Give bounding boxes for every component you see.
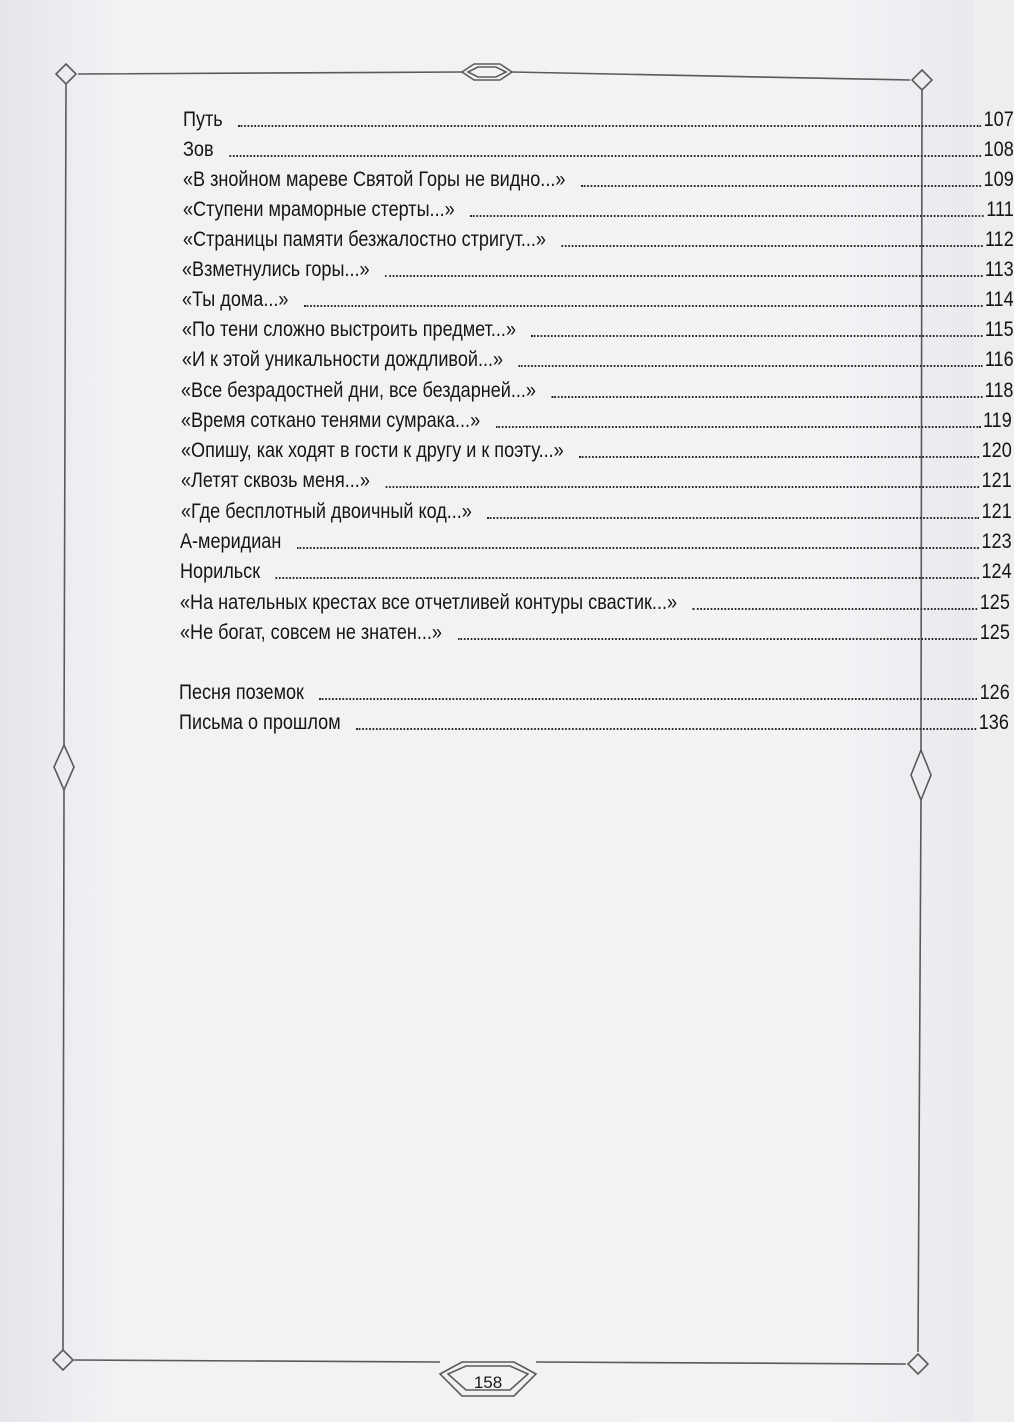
leader-dots [385,275,982,277]
toc-entry-page: 126 [979,681,1010,704]
toc-entry [183,167,1014,193]
toc-entry [182,317,1014,343]
toc-entry-title: Песня поземок [179,681,304,704]
toc-entry [181,438,1012,464]
toc-entry-page: 120 [981,439,1012,462]
toc-entry-page: 109 [983,168,1014,191]
toc-entry [181,408,1012,434]
toc-entry-title: «Ты дома...» [182,288,289,311]
toc-entry [183,107,1014,133]
toc-entry [182,347,1014,373]
toc-entry-title: «Опишу, как ходят в гости к другу и к поэту...» [181,439,564,462]
toc-entry [180,529,1012,555]
leader-dots [385,486,979,488]
leader-dots [581,185,981,187]
toc-entry-title: «Где бесплотный двоичный код...» [181,500,472,523]
leader-dots [304,305,982,307]
toc-entry [181,378,1013,404]
toc-entry-page: 114 [984,288,1014,311]
toc-entry-page: 115 [984,318,1014,341]
toc-entry-page: 125 [979,621,1010,644]
leader-dots [561,245,982,247]
leader-dots [693,608,978,610]
toc-entry-title: «И к этой уникальности дождливой...» [182,348,504,371]
toc-entry-title: «Время соткано тенями сумрака...» [181,409,481,432]
toc-entry [180,559,1012,585]
toc-entry-title: «Взметнулись горы...» [182,258,370,281]
leader-dots [470,215,984,217]
toc-entry [182,257,1014,283]
leader-dots [496,426,981,428]
toc-entry [183,227,1014,253]
toc-entry-title: А-меридиан [180,530,282,553]
toc-entry-page: 123 [981,530,1012,553]
toc-entry-title: Путь [183,108,223,131]
toc-entry-title: «На нательных крестах все отчетливей контуры свастик...» [180,591,678,614]
toc-entry-title: «Страницы памяти безжалостно стригут...» [183,228,546,251]
toc-entry-page: 113 [984,258,1014,281]
page-number: 158 [473,1373,503,1392]
toc-entry-page: 124 [981,560,1012,583]
leader-dots [487,517,979,519]
toc-entry [181,468,1012,494]
toc-entry-page: 121 [981,469,1012,492]
leader-dots [356,728,976,730]
toc-entry-page: 108 [983,138,1014,161]
leader-dots [229,155,981,157]
leader-dots [551,396,982,398]
toc-entry [182,287,1014,313]
leader-dots [457,638,977,640]
toc-entry [180,590,1010,616]
leader-dots [319,698,977,700]
toc-entry [179,710,1009,736]
toc-entry-title: «Все безрадостней дни, все бездарней...» [181,379,536,402]
toc-entry-page: 116 [984,348,1014,371]
toc-entry-page: 111 [986,198,1014,221]
leader-dots [531,335,982,337]
toc-entry-title: Письма о прошлом [179,711,341,734]
toc-entry [179,680,1010,706]
leader-dots [297,547,979,549]
toc-entry-page: 119 [982,409,1012,432]
leader-dots [579,456,979,458]
toc-entry-page: 112 [984,228,1014,251]
toc-entry [183,137,1014,163]
toc-entry-page: 125 [979,591,1010,614]
leader-dots [519,365,983,367]
toc-entry-title: «В знойном мареве Святой Горы не видно...» [183,168,566,191]
toc-entry [183,197,1014,223]
leader-dots [238,125,981,127]
toc-entry-title: Зов [183,138,214,161]
toc-entry-page: 107 [983,108,1014,131]
toc-entry-title: «Не богат, совсем не знатен...» [180,621,442,644]
toc-entry [181,499,1012,525]
toc-entry-page: 136 [978,711,1009,734]
toc-entry-page: 118 [984,379,1014,402]
toc-entry-title: «Летят сквозь меня...» [181,469,370,492]
toc-entry-title: «Ступени мраморные стерты...» [183,198,455,221]
toc-entry [180,620,1010,646]
leader-dots [276,577,979,579]
toc-entry-title: Норильск [180,560,261,583]
toc-entry-title: «По тени сложно выстроить предмет...» [182,318,517,341]
toc-entry-page: 121 [981,500,1012,523]
